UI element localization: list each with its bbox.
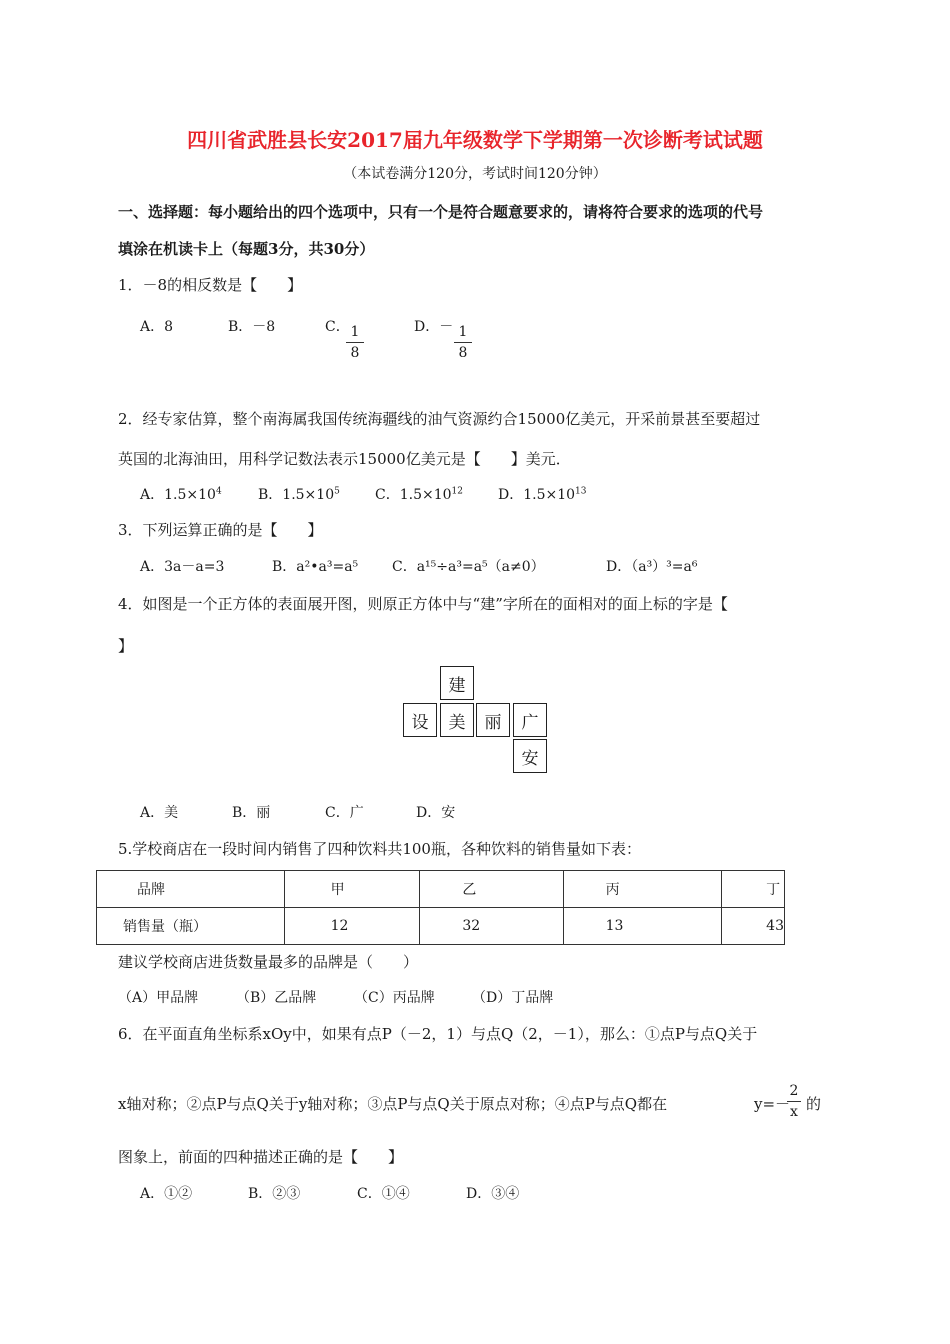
- page-title: 四川省武胜县长安2017届九年级数学下学期第一次诊断考试试题: [187, 128, 763, 152]
- section-heading-line2: 填涂在机读卡上（每题3分，共30分）: [118, 240, 375, 258]
- sales-table: [96, 870, 785, 945]
- q2-option-b: B．$1.5\times 10^5$: [258, 486, 340, 503]
- fraction-numerator: 1: [458, 324, 468, 340]
- q4-option-b: B．丽: [232, 805, 271, 821]
- q6-option-c: C．①④: [357, 1186, 410, 1202]
- table-cell: 销售量（瓶）: [97, 908, 285, 945]
- table-row: [97, 908, 785, 945]
- q1-option-c-fraction: [346, 323, 364, 362]
- table-cell: 12: [284, 908, 420, 945]
- q6-stem-line2-end: 的: [806, 1095, 822, 1113]
- fraction-numerator: 2: [789, 1083, 799, 1099]
- q3-option-d: D．（a³）³=a⁶: [606, 559, 698, 575]
- q1-option-c: C．: [325, 319, 350, 335]
- cube-face-1: 设: [403, 703, 437, 737]
- q5-option-c: （C）丙品牌: [354, 990, 435, 1006]
- q5-stem: 5.学校商店在一段时间内销售了四种饮料共100瓶，各种饮料的销售量如下表：: [118, 840, 641, 858]
- q5-question: 建议学校商店进货数量最多的品牌是（ ）: [118, 953, 419, 971]
- q1-option-a: A．8: [140, 319, 174, 335]
- q6-stem-line1: 6．在平面直角坐标系xOy中，如果有点P（－2，1）与点Q（2，－1），那么：①点P与点Q关于: [118, 1025, 758, 1043]
- q6-function-prefix: y=－: [754, 1095, 791, 1113]
- q6-function-fraction: [787, 1082, 801, 1121]
- q3-stem: 3．下列运算正确的是【 】: [118, 521, 323, 539]
- q6-option-b: B．②③: [248, 1186, 301, 1202]
- cube-face-2: 美: [440, 703, 474, 737]
- q4-option-a: A．美: [140, 805, 179, 821]
- table-row-header: [97, 871, 785, 908]
- table-header-cell: 乙: [420, 871, 563, 908]
- section-heading-line1: 一、选择题：每小题给出的四个选项中，只有一个是符合题意要求的，请将符合要求的选项的代号: [118, 203, 764, 221]
- q5-option-d: （D）丁品牌: [472, 990, 554, 1006]
- q3-option-b: B．a²•a³=a⁵: [272, 559, 359, 575]
- q1-option-d-fraction: [454, 323, 472, 362]
- q5-option-a: （A）甲品牌: [118, 990, 199, 1006]
- q1-stem: 1．－8的相反数是【 】: [118, 276, 303, 294]
- table-header-cell: 甲: [284, 871, 420, 908]
- table-cell: 43: [722, 908, 785, 945]
- q6-stem-line2: x轴对称；②点P与点Q关于y轴对称；③点P与点Q关于原点对称；④点P与点Q都在: [118, 1095, 668, 1113]
- q3-option-a: A．3a－a=3: [140, 559, 225, 575]
- q2-option-d: D．$1.5\times 10^{13}$: [498, 486, 587, 503]
- q4-option-c: C．广: [325, 805, 364, 821]
- fraction-denominator: 8: [350, 345, 360, 361]
- q1-option-b: B．－8: [228, 319, 276, 335]
- q4-stem-line1: 4．如图是一个正方体的表面展开图，则原正方体中与“建”字所在的面相对的面上标的字是【: [118, 595, 728, 613]
- table-cell: 13: [563, 908, 722, 945]
- q4-stem-line2: 】: [118, 637, 134, 655]
- cube-face-4: 广: [513, 703, 547, 737]
- q2-stem-line2: 英国的北海油田，用科学记数法表示15000亿美元是【 】美元．: [118, 450, 571, 468]
- table-header-cell: 丙: [563, 871, 722, 908]
- fraction-numerator: 1: [350, 324, 360, 340]
- table-cell: 32: [420, 908, 563, 945]
- cube-face-top: 建: [440, 666, 474, 700]
- q2-option-c: C．$1.5\times 10^{12}$: [375, 486, 463, 503]
- q6-option-a: A．①②: [140, 1186, 193, 1202]
- q6-stem-line3: 图象上，前面的四种描述正确的是【 】: [118, 1148, 404, 1166]
- table-header-cell: 品牌: [97, 871, 285, 908]
- q5-option-b: （B）乙品牌: [236, 990, 317, 1006]
- q1-option-d: D．－: [414, 319, 454, 335]
- q3-option-c: C．a¹⁵÷a³=a⁵（a≠0）: [392, 559, 545, 575]
- cube-face-bottom: 安: [513, 739, 547, 773]
- q2-option-a: A．$1.5\times 10^4$: [140, 486, 222, 503]
- fraction-denominator: x: [790, 1104, 798, 1120]
- table-header-cell: 丁: [722, 871, 785, 908]
- cube-face-3: 丽: [476, 703, 510, 737]
- q6-option-d: D．③④: [466, 1186, 520, 1202]
- exam-info: （本试卷满分120分，考试时间120分钟）: [343, 166, 607, 182]
- fraction-denominator: 8: [458, 345, 468, 361]
- q2-stem-line1: 2．经专家估算，整个南海属我国传统海疆线的油气资源约合15000亿美元，开采前景甚至要超过: [118, 410, 761, 428]
- q4-option-d: D．安: [416, 805, 456, 821]
